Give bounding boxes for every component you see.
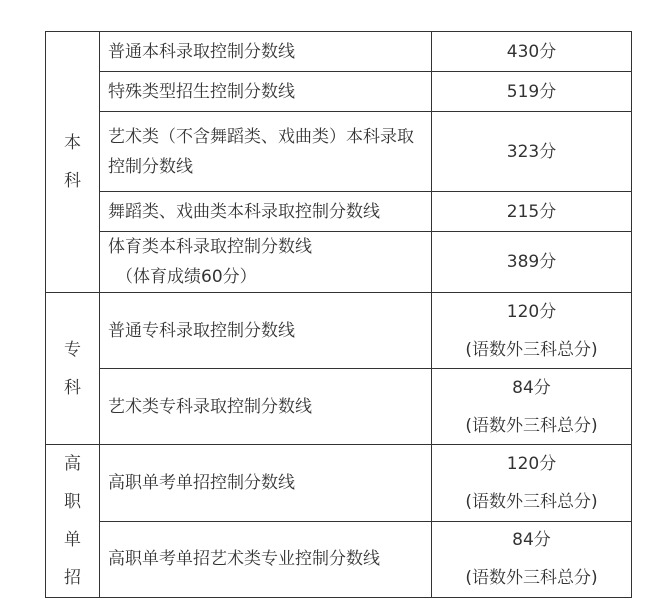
category-char: 单 [64,530,81,550]
row-score: 389分 [432,232,632,293]
category-char: 高 [64,454,81,474]
category-char: 科 [64,377,81,398]
table-row [46,32,632,72]
row-score: 430分 [432,32,632,72]
row-name: 艺术类专科录取控制分数线 [100,369,432,445]
category-cell-vocational [46,445,100,598]
row-name: 特殊类型招生控制分数线 [100,72,432,112]
row-score: 215分 [432,192,632,232]
row-name: 艺术类（不含舞蹈类、戏曲类）本科录取控制分数线 [100,112,432,192]
row-name-cell [100,232,432,293]
category-char: 招 [64,568,81,588]
row-score-note: (语数外三科总分) [465,568,598,589]
table-row [46,369,632,445]
row-name: 舞蹈类、戏曲类本科录取控制分数线 [100,192,432,232]
category-char: 本 [64,133,81,153]
row-name: 高职单考单招控制分数线 [100,445,432,522]
score-line-table [45,31,632,598]
table-row [46,192,632,232]
row-score: 84分 [512,377,551,398]
table-row [46,72,632,112]
row-name-note: （体育成绩60分） [116,267,257,287]
row-score-cell [432,293,632,369]
row-score: 120分 [506,301,557,322]
row-score: 323分 [432,112,632,192]
category-char: 专 [64,339,81,360]
row-name: 普通本科录取控制分数线 [100,32,432,72]
row-name: 普通专科录取控制分数线 [100,293,432,369]
row-score: 120分 [506,453,557,474]
table-row [46,293,632,369]
category-char: 科 [64,171,81,191]
row-score: 84分 [512,530,551,551]
table-row [46,112,632,192]
row-score-note: (语数外三科总分) [465,491,598,512]
row-name: 高职单考单招艺术类专业控制分数线 [100,521,432,598]
row-score-cell [432,445,632,522]
category-cell-junior-college [46,293,100,445]
table-row [46,521,632,598]
category-cell-undergraduate [46,32,100,293]
table-row [46,445,632,522]
row-score-cell [432,521,632,598]
row-score-note: (语数外三科总分) [465,415,598,436]
row-score: 519分 [432,72,632,112]
table-row [46,232,632,293]
row-score-cell [432,369,632,445]
row-score-note: (语数外三科总分) [465,339,598,360]
category-char: 职 [64,492,81,512]
row-name: 体育类本科录取控制分数线 [108,237,312,257]
